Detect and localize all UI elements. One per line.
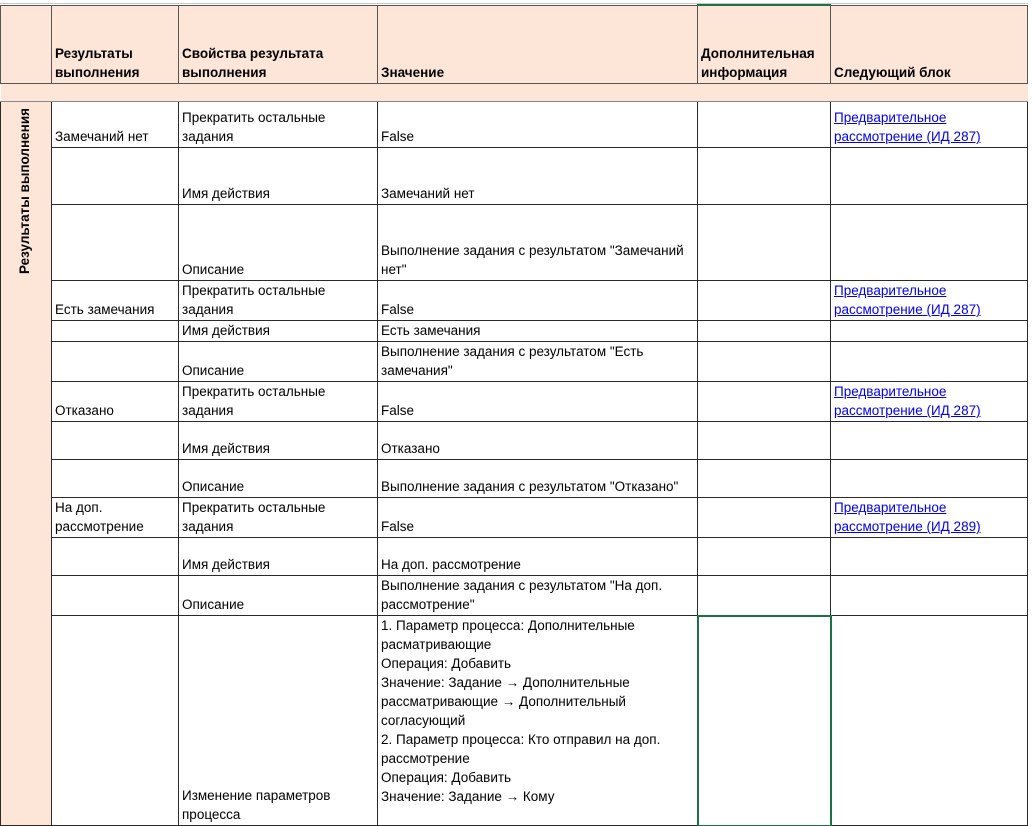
value-cell[interactable]: False <box>378 102 698 148</box>
result-cell[interactable] <box>52 422 179 460</box>
info-cell[interactable] <box>698 382 831 422</box>
info-cell[interactable] <box>698 460 831 498</box>
result-cell[interactable]: Замечаний нет <box>52 102 179 148</box>
table-row <box>1 460 1028 498</box>
spacer-cell[interactable] <box>1 84 1028 102</box>
property-cell[interactable]: Изменение параметров процесса <box>179 616 378 826</box>
next-block-link[interactable]: Предварительное рассмотрение (ИД 287) <box>834 283 981 317</box>
result-cell[interactable] <box>52 342 179 382</box>
property-cell[interactable]: Описание <box>179 576 378 616</box>
next-block-link[interactable]: Предварительное рассмотрение (ИД 289) <box>834 500 981 534</box>
value-cell[interactable]: Выполнение задания с результатом "Отказано" <box>378 460 698 498</box>
next-block-cell[interactable] <box>831 342 1028 382</box>
info-cell[interactable] <box>698 205 831 281</box>
info-cell[interactable] <box>698 102 831 148</box>
result-cell[interactable] <box>52 205 179 281</box>
property-cell[interactable]: Прекратить остальные задания <box>179 498 378 538</box>
result-cell[interactable]: Есть замечания <box>52 281 179 321</box>
info-cell[interactable] <box>698 321 831 342</box>
value-cell[interactable]: Выполнение задания с результатом "Замечаний нет" <box>378 205 698 281</box>
header-row <box>1 5 1028 84</box>
header-additional-info[interactable]: Дополнительная информация <box>698 5 831 84</box>
property-cell[interactable]: Имя действия <box>179 148 378 205</box>
next-block-cell[interactable] <box>831 321 1028 342</box>
info-cell[interactable] <box>698 281 831 321</box>
next-block-cell[interactable] <box>831 460 1028 498</box>
table-row <box>1 321 1028 342</box>
next-block-cell[interactable] <box>831 148 1028 205</box>
side-label-cell[interactable] <box>1 102 52 826</box>
header-value[interactable]: Значение <box>378 5 698 84</box>
table-row <box>1 616 1028 826</box>
next-block-link[interactable]: Предварительное рассмотрение (ИД 287) <box>834 384 981 418</box>
property-cell[interactable]: Имя действия <box>179 538 378 576</box>
value-cell[interactable] <box>378 616 698 826</box>
info-cell[interactable] <box>698 538 831 576</box>
table-row <box>1 281 1028 321</box>
table-row <box>1 102 1028 148</box>
result-cell[interactable]: Отказано <box>52 382 179 422</box>
property-cell[interactable]: Описание <box>179 460 378 498</box>
header-cell[interactable] <box>1 5 52 84</box>
table-row <box>1 342 1028 382</box>
result-cell[interactable] <box>52 460 179 498</box>
value-cell[interactable]: На доп. рассмотрение <box>378 538 698 576</box>
table-row <box>1 422 1028 460</box>
info-cell[interactable] <box>698 422 831 460</box>
next-block-cell[interactable] <box>831 498 1028 538</box>
value-cell[interactable]: Выполнение задания с результатом "Есть замечания" <box>378 342 698 382</box>
value-cell[interactable]: False <box>378 498 698 538</box>
table-row <box>1 498 1028 538</box>
table-row <box>1 148 1028 205</box>
results-table <box>0 4 1028 826</box>
value-text: 1. Параметр процесса: Дополнительные расматривающие Операция: Добавить Значение: Задание → Дополнительные рассматривающие → Дополнительный согласующий 2. Параметр процесса: Кто отправил на доп. рассмотрение Операция: Добавить Значение: Задание → Кому <box>381 618 661 804</box>
next-block-cell[interactable] <box>831 538 1028 576</box>
property-cell[interactable]: Прекратить остальные задания <box>179 281 378 321</box>
value-cell[interactable]: Замечаний нет <box>378 148 698 205</box>
header-properties[interactable]: Свойства результата выполнения <box>179 5 378 84</box>
result-cell[interactable] <box>52 576 179 616</box>
property-cell[interactable]: Имя действия <box>179 321 378 342</box>
header-results[interactable]: Результаты выполнения <box>52 5 179 84</box>
next-block-cell[interactable] <box>831 281 1028 321</box>
side-label: Результаты выполнения <box>17 108 32 275</box>
table-row <box>1 382 1028 422</box>
info-cell[interactable] <box>698 576 831 616</box>
table-row <box>1 538 1028 576</box>
next-block-cell[interactable] <box>831 616 1028 826</box>
result-cell[interactable] <box>52 538 179 576</box>
property-cell[interactable]: Описание <box>179 205 378 281</box>
spreadsheet <box>0 3 1028 826</box>
property-cell[interactable]: Прекратить остальные задания <box>179 382 378 422</box>
value-cell[interactable]: Отказано <box>378 422 698 460</box>
property-cell[interactable]: Прекратить остальные задания <box>179 102 378 148</box>
table-row <box>1 576 1028 616</box>
next-block-cell[interactable] <box>831 422 1028 460</box>
value-cell[interactable]: Есть замечания <box>378 321 698 342</box>
result-cell[interactable] <box>52 321 179 342</box>
value-cell[interactable]: Выполнение задания с результатом "На доп. рассмотрение" <box>378 576 698 616</box>
result-cell[interactable] <box>52 148 179 205</box>
next-block-cell[interactable] <box>831 576 1028 616</box>
info-cell[interactable] <box>698 616 831 826</box>
info-cell[interactable] <box>698 498 831 538</box>
table-row <box>1 205 1028 281</box>
info-cell[interactable] <box>698 342 831 382</box>
value-cell[interactable]: False <box>378 382 698 422</box>
result-cell[interactable]: На доп. рассмотрение <box>52 498 179 538</box>
value-cell[interactable]: False <box>378 281 698 321</box>
next-block-link[interactable]: Предварительное рассмотрение (ИД 287) <box>834 110 981 144</box>
header-next-block[interactable]: Следующий блок <box>831 5 1028 84</box>
next-block-cell[interactable] <box>831 205 1028 281</box>
property-cell[interactable]: Имя действия <box>179 422 378 460</box>
next-block-cell[interactable] <box>831 102 1028 148</box>
info-cell[interactable] <box>698 148 831 205</box>
property-cell[interactable]: Описание <box>179 342 378 382</box>
result-cell[interactable] <box>52 616 179 826</box>
next-block-cell[interactable] <box>831 382 1028 422</box>
spacer-row <box>1 84 1028 102</box>
